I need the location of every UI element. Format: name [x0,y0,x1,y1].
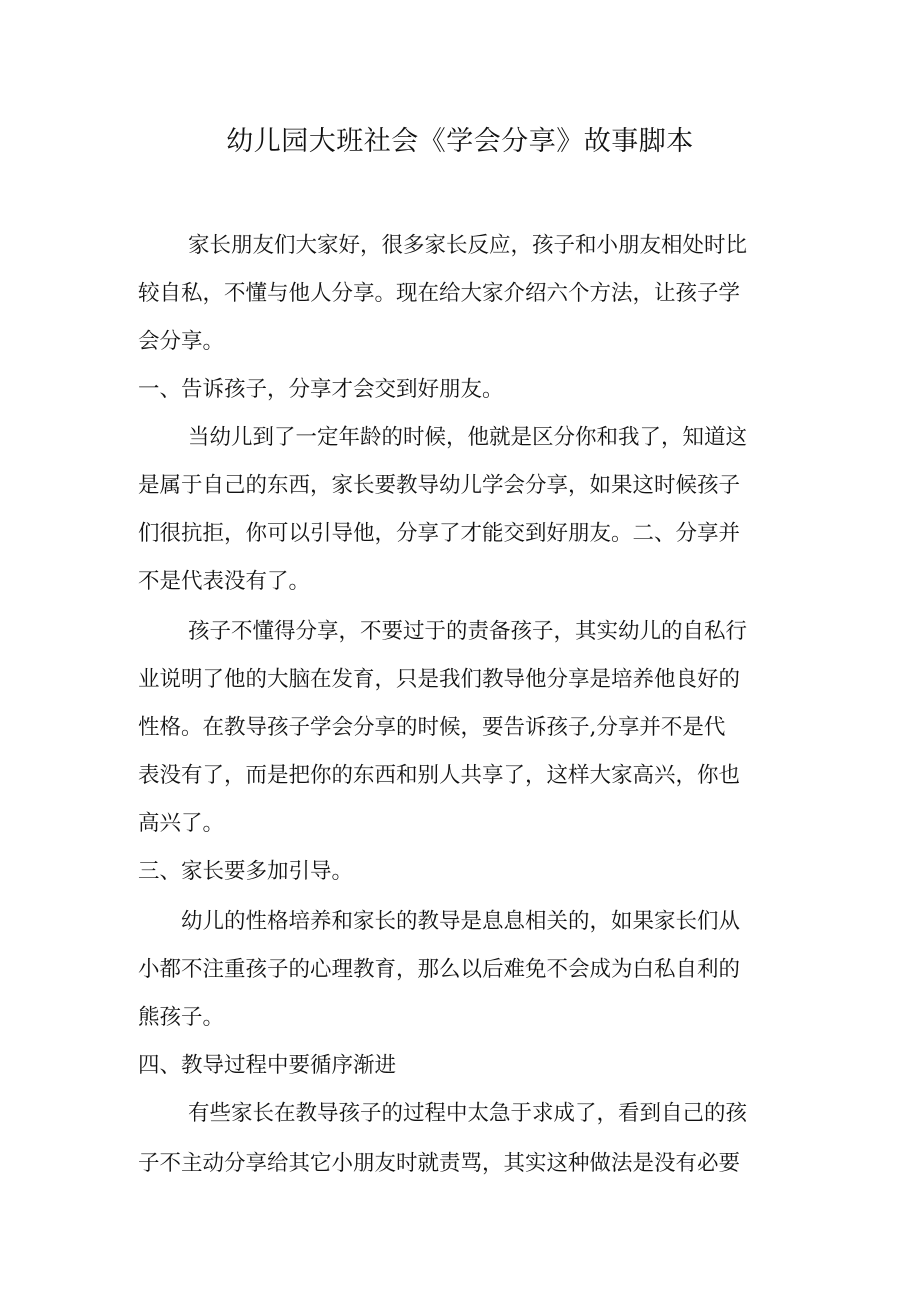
paragraph-line: 高兴了。 [138,811,225,836]
paragraph-line: 子不主动分享给其它小朋友时就责骂，其实这种做法是没有必要 [138,1151,741,1176]
document-title: 幼儿园大班社会《学会分享》故事脚本 [226,126,694,157]
paragraph-line: 会分享。 [138,329,225,354]
section-heading-3: 三、家长要多加引导。 [138,859,354,884]
paragraph-line: 有些家长在教导孩子的过程中太急于求成了，看到自己的孩 [188,1101,748,1126]
paragraph-line: 小都不注重孩子的心理教育，那么以后难免不会成为白私自利的 [138,957,741,982]
paragraph-line: 家长朋友们大家好，很多家长反应，孩子和小朋友相处时比 [188,233,748,258]
section-heading-1: 一、告诉孩子，分享才会交到好朋友。 [138,377,504,402]
section-heading-4: 四、教导过程中要循序渐进 [138,1053,397,1078]
paragraph-line: 性格。在教导孩子学会分享的时候，要告诉孩子,分享并不是代 [138,715,726,740]
paragraph-line: 幼儿的性格培养和家长的教导是息息相关的，如果家长们从 [181,909,741,934]
paragraph-line: 熊孩子。 [138,1005,225,1030]
paragraph-line: 孩子不懂得分享，不要过于的责备孩子，其实幼儿的自私行 [188,619,748,644]
paragraph-line: 业说明了他的大脑在发育，只是我们教导他分享是培养他良好的 [138,667,741,692]
paragraph-line: 表没有了，而是把你的东西和别人共享了，这样大家高兴，你也 [138,763,741,788]
paragraph-line: 是属于自己的东西，家长要教导幼儿学会分享，如果这时候孩子 [138,473,741,498]
paragraph-line: 们很抗拒，你可以引导他，分享了才能交到好朋友。二、分享并 [138,521,741,546]
paragraph-line: 不是代表没有了。 [138,569,311,594]
paragraph-line: 当幼儿到了一定年龄的时候，他就是区分你和我了，知道这 [188,425,748,450]
paragraph-line: 较自私，不懂与他人分享。现在给大家介绍六个方法，让孩子学 [138,281,741,306]
